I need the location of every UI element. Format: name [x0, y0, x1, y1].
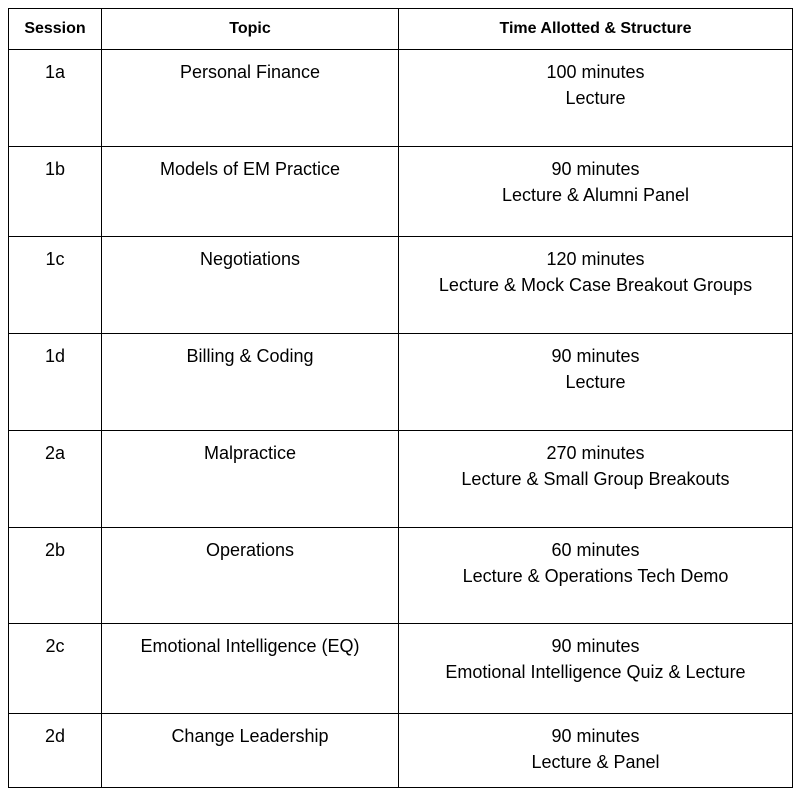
structure-text: Lecture & Small Group Breakouts [461, 469, 730, 489]
time-structure-cell [399, 528, 793, 624]
time-structure-cell [399, 624, 793, 714]
time-structure-cell [399, 714, 793, 788]
column-header-topic: Topic [102, 9, 399, 50]
table-row [9, 50, 793, 147]
topic-cell: Change Leadership [102, 714, 399, 788]
structure-text: Lecture & Operations Tech Demo [462, 566, 729, 586]
table-row [9, 528, 793, 624]
time-text: 90 minutes [551, 726, 640, 746]
schedule-table [8, 8, 793, 788]
topic-cell: Malpractice [102, 431, 399, 528]
session-cell: 2c [9, 624, 102, 714]
time-text: 100 minutes [546, 62, 645, 82]
column-header-session: Session [9, 9, 102, 50]
time-structure-cell [399, 50, 793, 147]
structure-text: Lecture & Panel [531, 752, 660, 772]
time-text: 270 minutes [546, 443, 645, 463]
time-text: 60 minutes [551, 540, 640, 560]
time-structure-cell [399, 147, 793, 237]
topic-cell: Personal Finance [102, 50, 399, 147]
session-cell: 1c [9, 237, 102, 334]
structure-text: Lecture & Mock Case Breakout Groups [438, 275, 753, 295]
topic-cell: Models of EM Practice [102, 147, 399, 237]
session-cell: 2b [9, 528, 102, 624]
structure-text: Lecture [565, 372, 626, 392]
time-text: 120 minutes [546, 249, 645, 269]
table-row [9, 431, 793, 528]
structure-text: Lecture [565, 88, 626, 108]
topic-cell: Billing & Coding [102, 334, 399, 431]
session-cell: 1d [9, 334, 102, 431]
table-row [9, 334, 793, 431]
table-row [9, 237, 793, 334]
session-cell: 1a [9, 50, 102, 147]
header-row [9, 9, 793, 50]
table-row [9, 147, 793, 237]
time-text: 90 minutes [551, 346, 640, 366]
structure-text: Lecture & Alumni Panel [501, 185, 690, 205]
session-cell: 2d [9, 714, 102, 788]
session-cell: 2a [9, 431, 102, 528]
session-cell: 1b [9, 147, 102, 237]
table-row [9, 714, 793, 788]
time-structure-cell [399, 237, 793, 334]
structure-text: Emotional Intelligence Quiz & Lecture [445, 662, 746, 682]
time-structure-cell [399, 431, 793, 528]
topic-cell: Emotional Intelligence (EQ) [102, 624, 399, 714]
time-structure-cell [399, 334, 793, 431]
column-header-time-structure: Time Allotted & Structure [399, 9, 793, 50]
time-text: 90 minutes [551, 159, 640, 179]
topic-cell: Negotiations [102, 237, 399, 334]
table-row [9, 624, 793, 714]
topic-cell: Operations [102, 528, 399, 624]
time-text: 90 minutes [551, 636, 640, 656]
